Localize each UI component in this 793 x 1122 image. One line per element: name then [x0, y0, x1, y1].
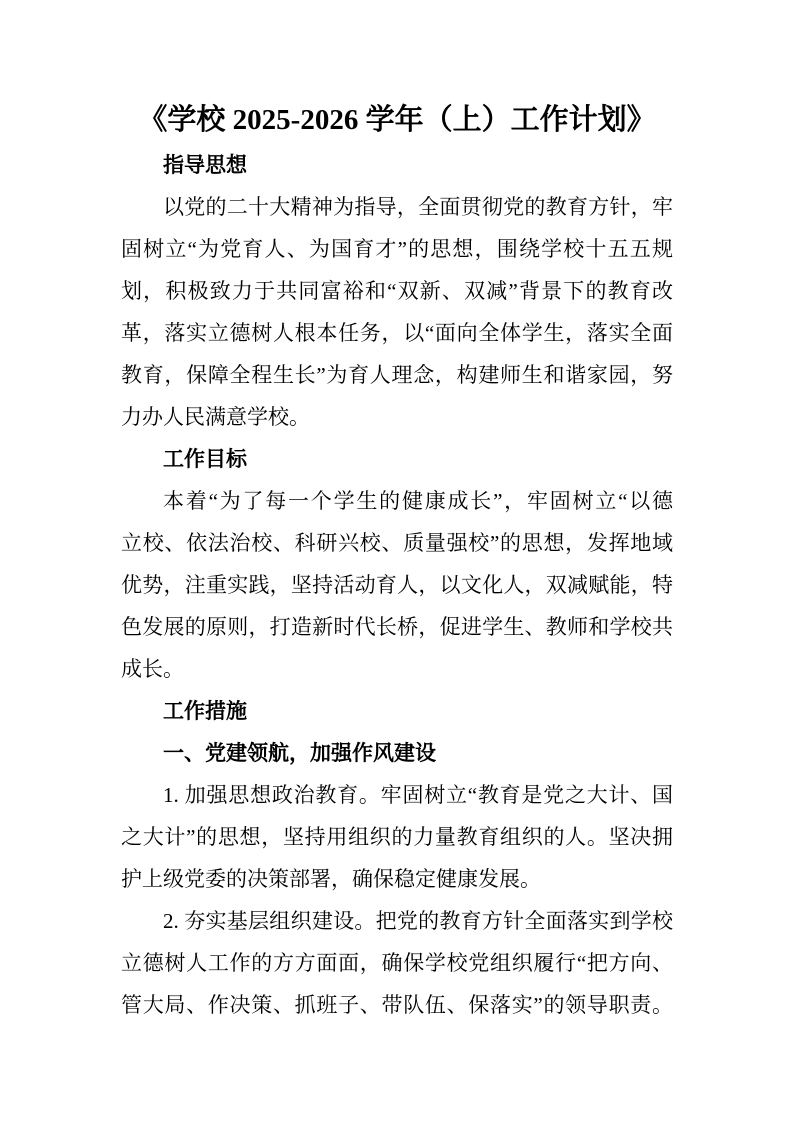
paragraph-line: 力办人民满意学校。 [121, 405, 310, 429]
paragraph-line: 成长。 [121, 657, 184, 681]
document-title: 《学校 2025-2026 学年（上）工作计划》 [138, 104, 656, 136]
paragraph-line: 管大局、作决策、抓班子、带队伍、保落实”的领导职责。 [121, 993, 673, 1017]
paragraph-line: 以党的二十大精神为指导，全面贯彻党的教育方针，牢 [163, 195, 673, 219]
paragraph-line: 本着“为了每一个学生的健康成长”，牢固树立“以德 [163, 489, 673, 513]
heading-guiding-ideology: 指导思想 [163, 153, 247, 177]
paragraph-line: 革，落实立德树人根本任务，以“面向全体学生，落实全面 [121, 321, 673, 345]
heading-work-measures: 工作措施 [163, 699, 247, 723]
paragraph-line: 划，积极致力于共同富裕和“双新、双减”背景下的教育改 [121, 279, 673, 303]
paragraph-line: 1. 加强思想政治教育。牢固树立“教育是党之大计、国 [163, 783, 673, 807]
paragraph-line: 优势，注重实践，坚持活动育人，以文化人，双减赋能，特 [121, 573, 673, 597]
paragraph-line: 固树立“为党育人、为国育才”的思想，围绕学校十五五规 [121, 237, 673, 261]
paragraph-line: 教育，保障全程生长”为育人理念，构建师生和谐家园，努 [121, 363, 673, 387]
paragraph-line: 2. 夯实基层组织建设。把党的教育方针全面落实到学校 [163, 909, 673, 933]
heading-party-building: 一、党建领航，加强作风建设 [163, 741, 436, 765]
paragraph-line: 之大计”的思想，坚持用组织的力量教育组织的人。坚决拥 [121, 825, 673, 849]
paragraph-line: 护上级党委的决策部署，确保稳定健康发展。 [121, 867, 541, 891]
paragraph-line: 色发展的原则，打造新时代长桥，促进学生、教师和学校共 [121, 615, 673, 639]
paragraph-line: 立德树人工作的方方面面，确保学校党组织履行“把方向、 [121, 951, 673, 975]
paragraph-line: 立校、依法治校、科研兴校、质量强校”的思想，发挥地域 [121, 531, 673, 555]
heading-work-goals: 工作目标 [163, 447, 247, 471]
